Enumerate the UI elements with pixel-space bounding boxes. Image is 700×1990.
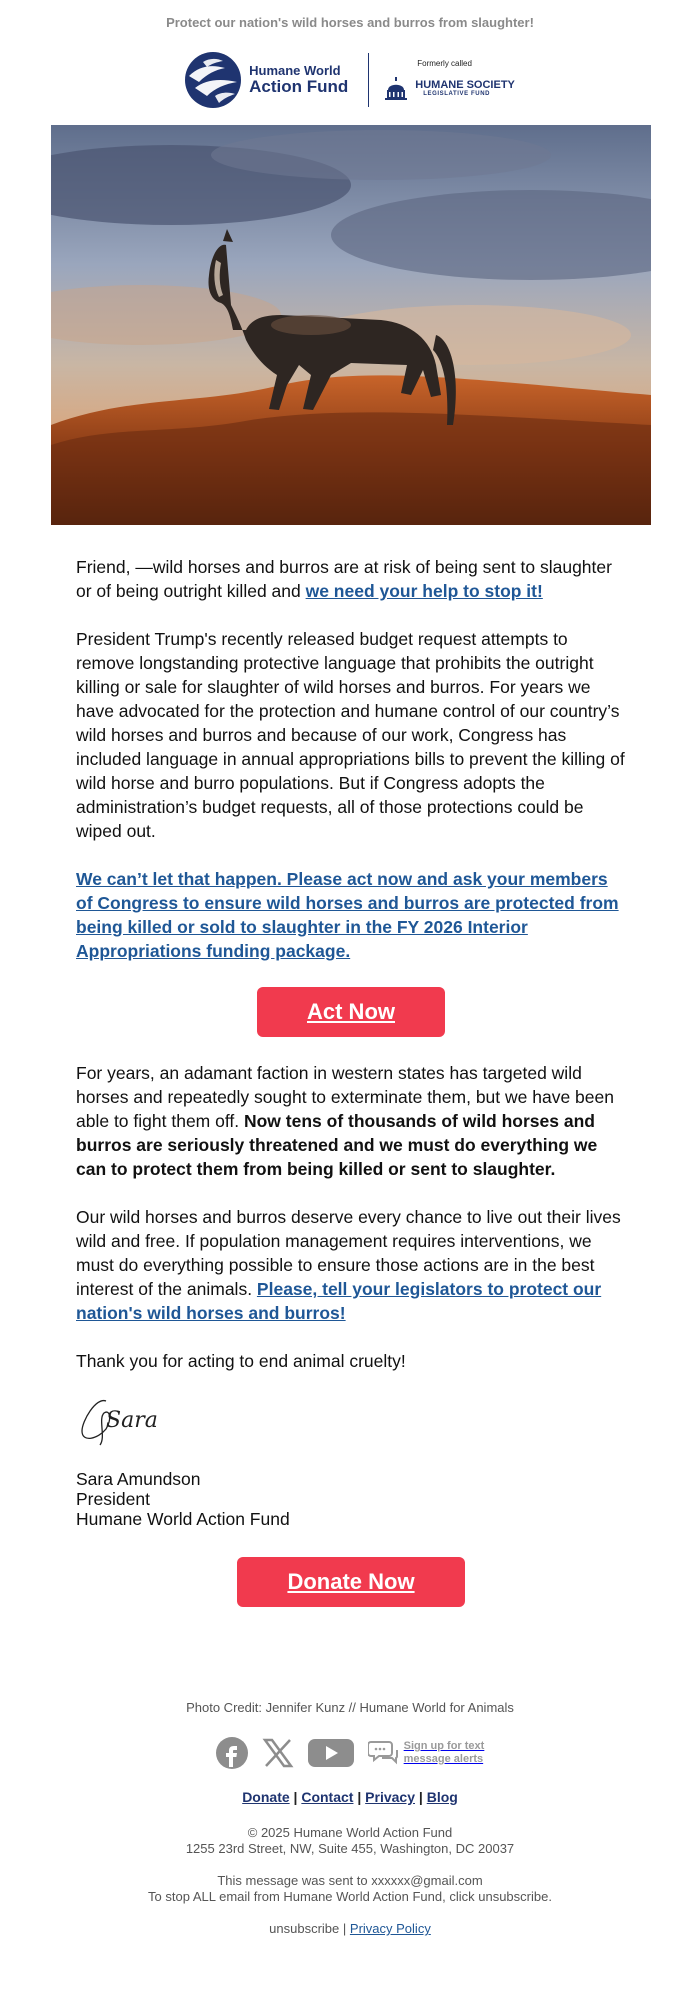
footer-link-donate[interactable]: Donate (242, 1789, 290, 1805)
signature-image (76, 1391, 626, 1455)
signature-text: Sara (106, 1408, 158, 1433)
capitol-dome-icon (383, 76, 409, 102)
paragraph-history (76, 1061, 626, 1181)
signer-title: President (76, 1489, 150, 1509)
paragraph-call-to-action (76, 867, 626, 963)
footer (0, 1700, 700, 1937)
signoff-block (76, 1469, 626, 1529)
email-body (76, 555, 626, 1631)
act-now-button[interactable]: Act Now (257, 987, 445, 1037)
former-name: HUMANE SOCIETY (415, 78, 515, 91)
stop-email-notice: To stop ALL email from Humane World Action Fund, click unsubscribe. (148, 1889, 552, 1904)
youtube-icon[interactable] (308, 1737, 354, 1769)
privacy-policy-link[interactable]: Privacy Policy (349, 1921, 431, 1936)
logo-divider (368, 53, 369, 107)
footer-link-contact[interactable]: Contact (301, 1789, 354, 1805)
preheader-text: Protect our nation's wild horses and burros from slaughter! (166, 15, 534, 30)
former-subname: LEGISLATIVE FUND (423, 91, 491, 98)
act-now-text-link[interactable]: We can’t let that happen. Please act now and ask your members of Congress to ensure wild horses and burros are protected from being killed or sold to slaughter in the FY 2026 Interior Appropriations funding package. (76, 869, 619, 961)
humane-world-emblem-icon (185, 52, 241, 108)
unsubscribe-separator: | (342, 1921, 347, 1936)
history-text: For years, an adamant faction in western states has targeted wild horses and repeatedly sought to exterminate them, but we have been able to fight them off. (76, 1063, 614, 1131)
help-stop-link[interactable]: we need your help to stop it! (305, 581, 543, 601)
paragraph-wild-free (76, 1205, 626, 1325)
sms-line2: message alerts (403, 1753, 484, 1765)
former-name-logo (383, 59, 515, 102)
unsubscribe-row (0, 1921, 700, 1937)
footer-nav (0, 1789, 700, 1805)
footer-separator: | (293, 1789, 298, 1805)
wild-free-text: Our wild horses and burros deserve every chance to live out their lives wild and free. If population management requires interventions, we must do everything possible to ensure those actions are in the best interest of the animals. (76, 1207, 621, 1299)
sms-signup-link[interactable] (368, 1738, 485, 1768)
chat-bubbles-icon (368, 1738, 398, 1768)
humane-world-logo[interactable] (185, 52, 348, 108)
intro-text: Friend, —wild horses and burros are at risk of being sent to slaughter or of being outright killed and (76, 557, 612, 601)
sent-to-notice: This message was sent to xxxxxx@gmail.com (217, 1873, 483, 1888)
tell-legislators-link[interactable]: Please, tell your legislators to protect our nation's wild horses and burros! (76, 1279, 602, 1323)
history-bold-text: Now tens of thousands of wild horses and burros are seriously threatened and we must do everything we can to protect them from being killed or sent to slaughter. (76, 1111, 598, 1179)
photo-credit: Photo Credit: Jennifer Kunz // Humane World for Animals (186, 1700, 514, 1715)
donate-now-button[interactable]: Donate Now (237, 1557, 465, 1607)
mailing-address: 1255 23rd Street, NW, Suite 455, Washington, DC 20037 (185, 1841, 515, 1856)
signer-org: Humane World Action Fund (76, 1509, 290, 1529)
footer-link-blog[interactable]: Blog (426, 1789, 458, 1805)
signer-name: Sara Amundson (76, 1469, 201, 1489)
unsubscribe-text[interactable]: unsubscribe (269, 1921, 340, 1936)
header-logos[interactable] (0, 45, 700, 115)
logo-line2: Action Fund (249, 76, 349, 96)
paragraph-intro (76, 555, 626, 603)
hero-image-wild-horse[interactable] (51, 125, 651, 525)
facebook-icon[interactable] (216, 1737, 248, 1769)
footer-separator: | (357, 1789, 362, 1805)
x-twitter-icon[interactable] (262, 1737, 294, 1769)
footer-link-privacy[interactable]: Privacy (365, 1789, 415, 1805)
copyright: © 2025 Humane World Action Fund (247, 1825, 453, 1840)
thanks-text: Thank you for acting to end animal cruelty! (76, 1351, 406, 1371)
footer-separator: | (418, 1789, 423, 1805)
paragraph-budget: President Trump's recently released budget request attempts to remove longstanding protective language that prohibits the outright killing or sale for slaughter of wild horses and burros. For years we have advocated for the protection and humane control of our country’s wild horses and burros and because of our work, Congress has included language in annual appropriations bills to prevent the killing of wild horse and burro populations. But if Congress adopts the administration’s budget requests, all of those protections could be wiped out. (76, 629, 625, 841)
sms-line1: Sign up for text (403, 1740, 485, 1752)
logo-line1: Humane World (249, 63, 341, 79)
formerly-called-label: Formerly called (417, 58, 472, 68)
social-links (0, 1733, 700, 1773)
